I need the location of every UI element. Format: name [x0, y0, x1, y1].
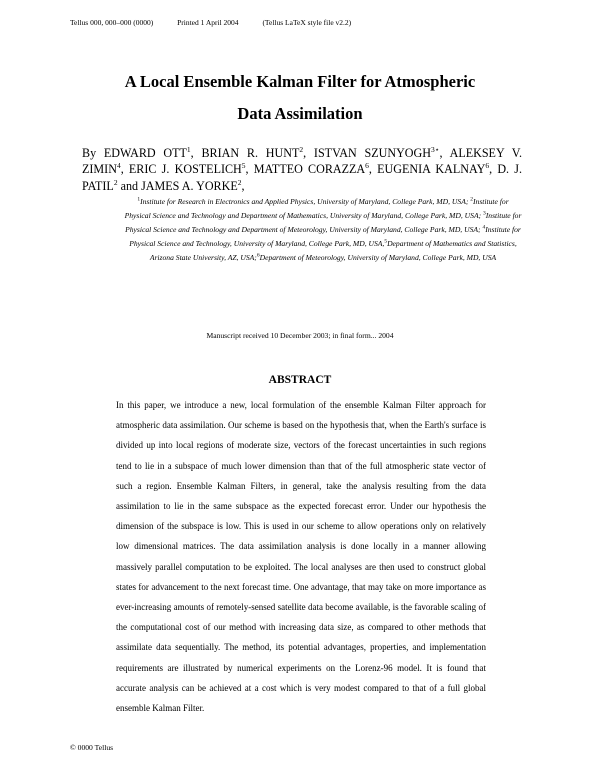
- and-label: and: [120, 178, 139, 193]
- printed-date: Printed 1 April 2004: [177, 18, 239, 27]
- author-patil-affil: 2: [113, 177, 118, 187]
- paper-title: [40, 66, 560, 130]
- author-szunyogh-affil: 3⋆: [431, 144, 440, 154]
- manuscript-dates: Manuscript received 10 December 2003; in final form... 2004: [206, 331, 394, 340]
- author-hunt: BRIAN R. HUNT: [201, 146, 300, 160]
- affil-3: Institute for Physical Science and Technology and Department of Meteorology, University of Maryland, College Park, MD, USA;: [125, 211, 522, 234]
- author-ott: EDWARD OTT: [103, 146, 187, 160]
- style-file-note: (Tellus LaTeX style file v2.2): [262, 18, 352, 27]
- author-list: By EDWARD OTT$^1$, BRIAN R. HUNT$^2$, ISTVAN $SZUNYOGH^{3⋆}$, ALEKSEY V. ZIMIN$^4$, ERIC J. KOSTELICH$^5$, MATTEO CORAZZA$^6$, EUGENIA KALNAY$^6$, D. J. PATIL$^2$ and JAMES A. YORKE$^2$,: [82, 144, 523, 193]
- author-kostelich: ERIC J. KOSTELICH: [128, 162, 242, 177]
- by-label: By: [82, 146, 97, 160]
- author-kalnay-affil: 6: [485, 161, 490, 171]
- abstract-body: In this paper, we introduce a new, local formulation of the ensemble Kalman Filter approach for atmospheric data assimilation. Our scheme is based on the hypothesis that, when the Earth's surface is divided up into local regions of moderate size, vectors of the forecast uncertainties in such regions tend to lie in a subspace of much lower dimension than that of the full atmospheric state vector of such a region. Ensemble Kalman Filters, in general, take the analysis resulting from the data assimilation to lie in the same subspace as the expected forecast error. Under our hypothesis the dimension of the subspace is low. This is used in our scheme to allow operations only on relatively low dimensional matrices. The data assimilation analysis is done locally in a manner allowing massively parallel computation to be exploited. The local analyses are then used to construct global states for advancement to the next forecast time. One advantage, that may take on more importance as ever-increasing amounts of remotely-sensed satellite data become available, is the favorable scaling of the computational cost of our method with increasing data size, as compared to other methods that assimilate data sequentially. The method, its potential advantages, properties, and implementation requirements are illustrated by numerical experiments on the Lorenz-96 model. It is found that accurate analysis can be achieved at a cost which is very modest compared to that of a full global ensemble Kalman Filter.: [116, 400, 486, 714]
- affil-6-marker: 6: [256, 252, 260, 259]
- affil-2-marker: 2: [470, 196, 474, 203]
- journal-citation: Tellus 000, 000–000 (0000): [70, 18, 154, 27]
- running-head: [70, 18, 580, 27]
- author-szunyogh: ISTVAN SZUNYOGH: [313, 146, 431, 160]
- author-zimin: ALEKSEY V. ZIMIN: [82, 146, 522, 177]
- title-line-1: A Local Ensemble Kalman Filter for Atmospheric: [124, 72, 476, 91]
- author-ott-affil: 1: [186, 144, 191, 154]
- author-yorke: JAMES A. YORKE: [141, 178, 238, 193]
- affil-1: Institute for Research in Electronics and Applied Physics, University of Maryland, College Park, MD, USA;: [140, 197, 469, 206]
- author-zimin-affil: 4: [116, 161, 121, 171]
- affil-2: Institute for Physical Science and Technology and Department of Mathematics, University of Maryland, College Park, MD, USA;: [124, 197, 509, 220]
- affil-5-marker: 5: [384, 238, 388, 245]
- copyright-notice: © 0000 Tellus: [70, 743, 114, 752]
- affil-4-marker: 4: [482, 224, 486, 231]
- affiliations: [124, 195, 522, 265]
- author-hunt-affil: 2: [299, 144, 304, 154]
- affil-1-marker: 1: [137, 196, 141, 203]
- affil-4: Institute for Physical Science and Technology, University of Maryland, College Park, MD, USA,: [129, 225, 521, 248]
- affil-6: Department of Meteorology, University of Maryland, College Park, MD, USA: [259, 253, 497, 262]
- author-corazza: MATTEO CORAZZA: [253, 162, 366, 177]
- author-kalnay: EUGENIA KALNAY: [377, 162, 486, 177]
- affil-3-marker: 3: [483, 210, 486, 217]
- author-kostelich-affil: 5: [241, 161, 246, 171]
- title-line-2: Data Assimilation: [237, 104, 363, 123]
- affil-5: Department of Mathematics and Statistics, Arizona State University, AZ, USA;: [149, 239, 517, 262]
- author-corazza-affil: 6: [365, 161, 369, 171]
- abstract-heading: ABSTRACT: [268, 374, 332, 386]
- author-yorke-affil: 2: [237, 177, 242, 187]
- author-patil: D. J. PATIL: [82, 162, 523, 193]
